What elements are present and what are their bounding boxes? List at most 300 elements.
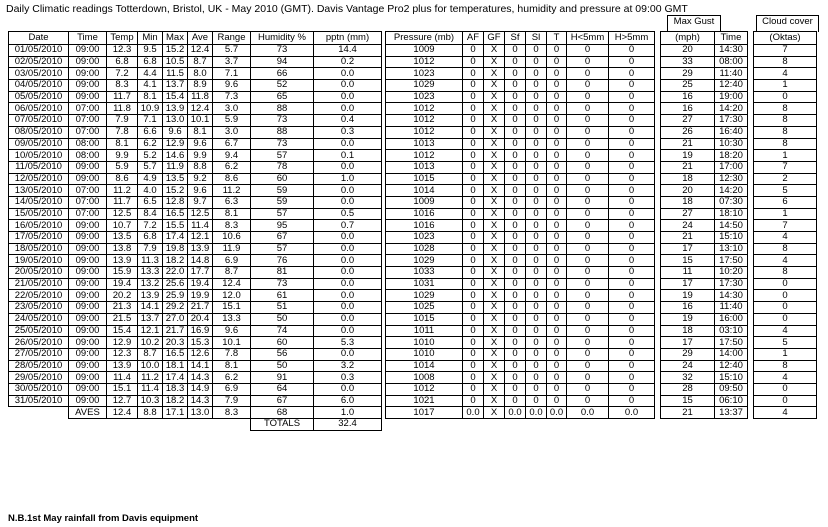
table-cell: 0 [526,161,547,173]
table-cell: 9.6 [163,126,188,138]
table-cell: 17:30 [715,278,748,290]
table-cell: 14.8 [188,255,213,267]
table-cell: 0 [547,325,567,337]
table-cell: 6.6 [138,126,163,138]
table-cell: 0 [567,372,609,384]
table-cell: 0 [609,196,655,208]
table-cell: 9.6 [213,80,251,92]
table-cell: 8 [754,243,817,255]
table-cell: 15:10 [715,372,748,384]
table-cell: 09:00 [69,325,107,337]
table-cell: 0.0 [314,68,382,80]
column-header: Time [715,32,748,45]
table-cell: 13.0 [188,407,213,419]
column-header: H<5mm [567,32,609,45]
table-cell: 11.7 [107,91,138,103]
table-row [9,103,817,115]
table-cell: 0 [505,68,526,80]
table-cell: 08:00 [69,138,107,150]
table-cell: 16:40 [715,126,748,138]
table-cell: 05/05/2010 [9,91,69,103]
table-cell: 0 [547,126,567,138]
table-cell: 21.5 [107,313,138,325]
table-cell: 13.9 [107,360,138,372]
table-cell: 8.7 [188,56,213,68]
table-cell: 9.6 [213,325,251,337]
table-cell: 0 [463,348,484,360]
table-cell: 13.0 [163,115,188,127]
table-cell: 0.0 [314,325,382,337]
table-cell: 22.0 [163,267,188,279]
table-cell: 17.7 [188,267,213,279]
table-cell: X [484,255,505,267]
table-cell: X [484,348,505,360]
table-cell: 0 [505,395,526,407]
table-row [9,115,817,127]
table-cell: 21 [661,407,715,419]
table-cell: 0.7 [314,220,382,232]
table-cell: 0 [609,103,655,115]
table-cell: 12.0 [213,290,251,302]
table-cell: 09:00 [69,372,107,384]
table-cell: 09:00 [69,243,107,255]
table-cell: 1012 [386,56,463,68]
table-cell: X [484,150,505,162]
table-cell: 11.4 [188,220,213,232]
table-cell: 1009 [386,196,463,208]
table-cell: 0.0 [314,278,382,290]
table-cell: 0 [463,232,484,244]
table-cell: 0 [463,185,484,197]
table-cell: X [484,161,505,173]
table-cell: X [484,243,505,255]
table-cell: 15.1 [107,383,138,395]
table-cell: 0 [505,126,526,138]
table-cell: 12.9 [107,337,138,349]
table-cell: 15.3 [188,337,213,349]
table-cell: 0 [547,161,567,173]
table-cell: 64 [251,383,314,395]
table-cell: 0 [609,45,655,57]
table-cell: 0 [754,395,817,407]
table-cell: 0 [547,45,567,57]
table-cell: 11.9 [213,243,251,255]
table-cell: 17.1 [163,407,188,419]
column-header: Range [213,32,251,45]
table-cell: 59 [251,185,314,197]
table-cell: 24 [661,360,715,372]
table-cell: 0 [463,243,484,255]
table-cell: 0.0 [463,407,484,419]
table-cell: 29/05/2010 [9,372,69,384]
table-cell: 15:10 [715,232,748,244]
table-cell: 0 [754,91,817,103]
table-cell: 0 [609,337,655,349]
table-cell: 8 [754,138,817,150]
table-cell: 07:30 [715,196,748,208]
table-cell: X [484,208,505,220]
table-cell: 0 [463,372,484,384]
empty-cell [609,419,655,431]
table-cell: 0 [567,302,609,314]
table-row [9,126,817,138]
table-cell: 4 [754,68,817,80]
table-cell: 5.9 [107,161,138,173]
table-cell: X [484,325,505,337]
table-cell: X [484,337,505,349]
table-cell: 1023 [386,68,463,80]
table-cell: 09:00 [69,255,107,267]
table-cell: 0 [526,91,547,103]
table-cell: 03:10 [715,325,748,337]
table-cell: 0.0 [314,383,382,395]
table-cell: 8.1 [188,126,213,138]
table-cell: 0 [526,395,547,407]
table-cell: 0 [547,56,567,68]
table-cell: 8.1 [213,208,251,220]
table-cell: 0 [505,337,526,349]
table-row [9,325,817,337]
table-cell: 0 [463,290,484,302]
table-cell: 0 [567,173,609,185]
table-cell: 0 [526,45,547,57]
table-cell: 0 [754,290,817,302]
table-cell: 07/05/2010 [9,115,69,127]
table-cell: 5.2 [138,150,163,162]
table-cell: 1033 [386,267,463,279]
column-header: T [547,32,567,45]
table-cell: 0 [547,360,567,372]
table-cell: 1008 [386,372,463,384]
table-cell: 0 [505,161,526,173]
table-cell: X [484,173,505,185]
column-header: GF [484,32,505,45]
table-cell: 0 [609,360,655,372]
table-cell: 0 [505,138,526,150]
table-cell: 0 [567,232,609,244]
table-cell: 11.2 [213,185,251,197]
table-cell: 0 [526,185,547,197]
table-cell: 1017 [386,407,463,419]
table-cell: 73 [251,138,314,150]
table-cell: 8.8 [138,407,163,419]
table-cell: 09:00 [69,278,107,290]
table-cell: 13.9 [107,255,138,267]
table-cell: 7.8 [107,126,138,138]
table-cell: 0 [547,267,567,279]
table-cell: 0 [505,325,526,337]
table-cell: 1014 [386,185,463,197]
table-cell: 8.8 [188,161,213,173]
table-cell: 1012 [386,115,463,127]
table-cell: 18.1 [163,360,188,372]
column-header: Min [138,32,163,45]
table-cell: 0.4 [314,115,382,127]
table-cell: 14.1 [188,360,213,372]
table-cell: 8 [754,103,817,115]
table-cell: 0.0 [314,161,382,173]
table-cell: 07:00 [69,115,107,127]
table-cell: 0 [463,196,484,208]
table-cell: 91 [251,372,314,384]
table-cell: 0.0 [609,407,655,419]
table-cell [9,407,69,419]
table-row [9,278,817,290]
table-cell: 09:00 [69,232,107,244]
table-cell: 8.6 [213,173,251,185]
table-cell: X [484,360,505,372]
table-cell: 13.9 [138,290,163,302]
table-cell: 11 [661,267,715,279]
table-cell: 09:00 [69,290,107,302]
table-cell: 0 [609,313,655,325]
table-cell: 0 [463,56,484,68]
table-cell: 0 [505,103,526,115]
table-cell: 8 [754,115,817,127]
table-cell: 0 [609,372,655,384]
table-cell: 0 [547,290,567,302]
table-cell: 0 [463,91,484,103]
table-cell: 13.2 [138,278,163,290]
table-cell: 4 [754,372,817,384]
table-cell: 21.7 [163,325,188,337]
table-cell: 14/05/2010 [9,196,69,208]
table-cell: 19 [661,150,715,162]
table-row [9,138,817,150]
column-header: Temp [107,32,138,45]
table-cell: 0 [463,103,484,115]
table-cell: 0.5 [314,208,382,220]
page-title: Daily Climatic readings Totterdown, Bristol, UK - May 2010 (GMT). Davis Vantage Pro2 plus for temperatures, humidity and pressure at 09:00 GMT [6,3,688,15]
table-row [9,313,817,325]
table-cell: 5 [754,337,817,349]
table-cell: 07:00 [69,208,107,220]
table-cell: 0 [463,150,484,162]
table-cell: 0.0 [314,196,382,208]
column-header: Ave [188,32,213,45]
table-cell: 0 [567,80,609,92]
table-cell: 07:00 [69,185,107,197]
table-cell: 30/05/2010 [9,383,69,395]
table-cell: 09:00 [69,91,107,103]
table-cell: 1015 [386,173,463,185]
column-header: pptn (mm) [314,32,382,45]
table-cell: 3.7 [213,56,251,68]
table-cell: 13.7 [138,313,163,325]
table-cell: 0 [547,115,567,127]
table-cell: 0 [609,80,655,92]
table-cell: 11.2 [107,185,138,197]
table-cell: 0 [609,126,655,138]
table-cell: 0 [505,383,526,395]
table-cell: 20.2 [107,290,138,302]
table-cell: 76 [251,255,314,267]
table-cell: 5 [754,185,817,197]
table-cell: 1010 [386,348,463,360]
table-cell: 0 [526,348,547,360]
table-cell: 0 [609,243,655,255]
table-cell: 81 [251,267,314,279]
table-cell: 0 [505,302,526,314]
table-row [9,348,817,360]
table-cell: X [484,80,505,92]
table-cell: 13.9 [188,243,213,255]
table-cell: 09:00 [69,161,107,173]
column-header: H>5mm [609,32,655,45]
table-cell: 9.9 [188,150,213,162]
table-cell: 19.4 [188,278,213,290]
column-header: Sl [526,32,547,45]
table-cell: 0 [567,360,609,372]
table-cell: 29 [661,348,715,360]
table-cell: 0.0 [314,138,382,150]
table-cell: 10.9 [138,103,163,115]
table-cell: 10.1 [213,337,251,349]
table-cell: 6.2 [213,161,251,173]
table-cell: 0 [567,325,609,337]
table-cell: 8.1 [138,91,163,103]
table-cell: 0 [567,278,609,290]
table-cell: 18 [661,325,715,337]
empty-cell [188,419,213,431]
table-cell: 01/05/2010 [9,45,69,57]
table-row [9,196,817,208]
table-cell: 9.6 [188,138,213,150]
table-cell: 12.9 [163,138,188,150]
table-cell: 33 [661,56,715,68]
table-cell: 12:30 [715,173,748,185]
table-cell: 14:20 [715,103,748,115]
table-cell: 0 [526,115,547,127]
table-cell: 7 [754,45,817,57]
table-cell: 7.2 [138,220,163,232]
table-cell: 12.4 [188,103,213,115]
table-cell: 0 [609,115,655,127]
table-cell: 10/05/2010 [9,150,69,162]
table-cell: 15.9 [107,267,138,279]
table-cell: 6.8 [138,56,163,68]
table-row [9,290,817,302]
table-cell: 8.6 [107,173,138,185]
table-cell: 95 [251,220,314,232]
table-cell: 12/05/2010 [9,173,69,185]
table-cell: 0 [526,360,547,372]
empty-cell [526,419,547,431]
table-cell: 15.2 [163,45,188,57]
table-cell: 1028 [386,243,463,255]
table-cell: 18.3 [163,383,188,395]
table-cell: 8 [754,360,817,372]
climate-table [8,31,817,431]
table-cell: 09:00 [69,302,107,314]
table-cell: 11.5 [163,68,188,80]
table-cell: 0 [567,313,609,325]
table-cell: 0 [463,267,484,279]
table-cell: 14:50 [715,220,748,232]
empty-cell [138,419,163,431]
table-cell: 09:00 [69,395,107,407]
table-cell: 0 [463,360,484,372]
table-cell: 0 [567,208,609,220]
table-cell: 11:40 [715,302,748,314]
empty-cell [107,419,138,431]
table-cell: 0 [609,267,655,279]
table-cell: 1013 [386,138,463,150]
table-row [9,302,817,314]
table-cell: 8.4 [138,208,163,220]
table-cell: 0 [463,325,484,337]
totals-value: 32.4 [314,419,382,431]
table-cell: 0.3 [314,126,382,138]
table-cell: 8.1 [213,360,251,372]
table-cell: 4 [754,407,817,419]
table-cell: 16.9 [188,325,213,337]
table-cell: 0 [609,278,655,290]
table-cell: 26 [661,126,715,138]
table-cell: 06:10 [715,395,748,407]
table-cell: 09:50 [715,383,748,395]
table-cell: 20 [661,45,715,57]
table-cell: 0 [754,383,817,395]
table-cell: 22/05/2010 [9,290,69,302]
table-cell: 88 [251,103,314,115]
table-cell: 0 [526,196,547,208]
table-cell: X [484,45,505,57]
table-cell: 12:40 [715,80,748,92]
table-cell: 0 [526,208,547,220]
table-cell: 29.2 [163,302,188,314]
table-cell: 4.9 [138,173,163,185]
table-cell: X [484,267,505,279]
table-cell: 5.9 [213,115,251,127]
cloud-cover-header: Cloud cover [756,15,819,32]
table-cell: 12:40 [715,360,748,372]
table-cell: 1021 [386,395,463,407]
table-cell: 0 [609,232,655,244]
table-cell: 1 [754,80,817,92]
header-row [9,32,817,45]
table-cell: 8.7 [213,267,251,279]
table-cell: 0 [463,45,484,57]
table-cell: 68 [251,407,314,419]
table-cell: 0 [609,56,655,68]
table-cell: 06/05/2010 [9,103,69,115]
table-cell: 11.7 [107,196,138,208]
table-cell: 13.3 [213,313,251,325]
table-row [9,220,817,232]
table-cell: 9.5 [138,45,163,57]
table-cell: 0.0 [314,243,382,255]
table-cell: 0 [567,337,609,349]
table-cell: 16 [661,91,715,103]
table-row [9,185,817,197]
table-cell: 8.9 [188,80,213,92]
table-cell: 08:00 [69,150,107,162]
table-cell: 0 [567,150,609,162]
table-cell: 6.2 [213,372,251,384]
table-cell: 17:50 [715,255,748,267]
table-cell: 21.7 [188,302,213,314]
table-cell: 0 [609,290,655,302]
empty-cell [9,419,69,431]
table-cell: 0.0 [567,407,609,419]
table-cell: 15.4 [163,91,188,103]
table-cell: 0.0 [505,407,526,419]
table-cell: 8.1 [107,138,138,150]
table-cell: 14.9 [188,383,213,395]
table-cell: X [484,196,505,208]
table-cell: 14.1 [138,302,163,314]
